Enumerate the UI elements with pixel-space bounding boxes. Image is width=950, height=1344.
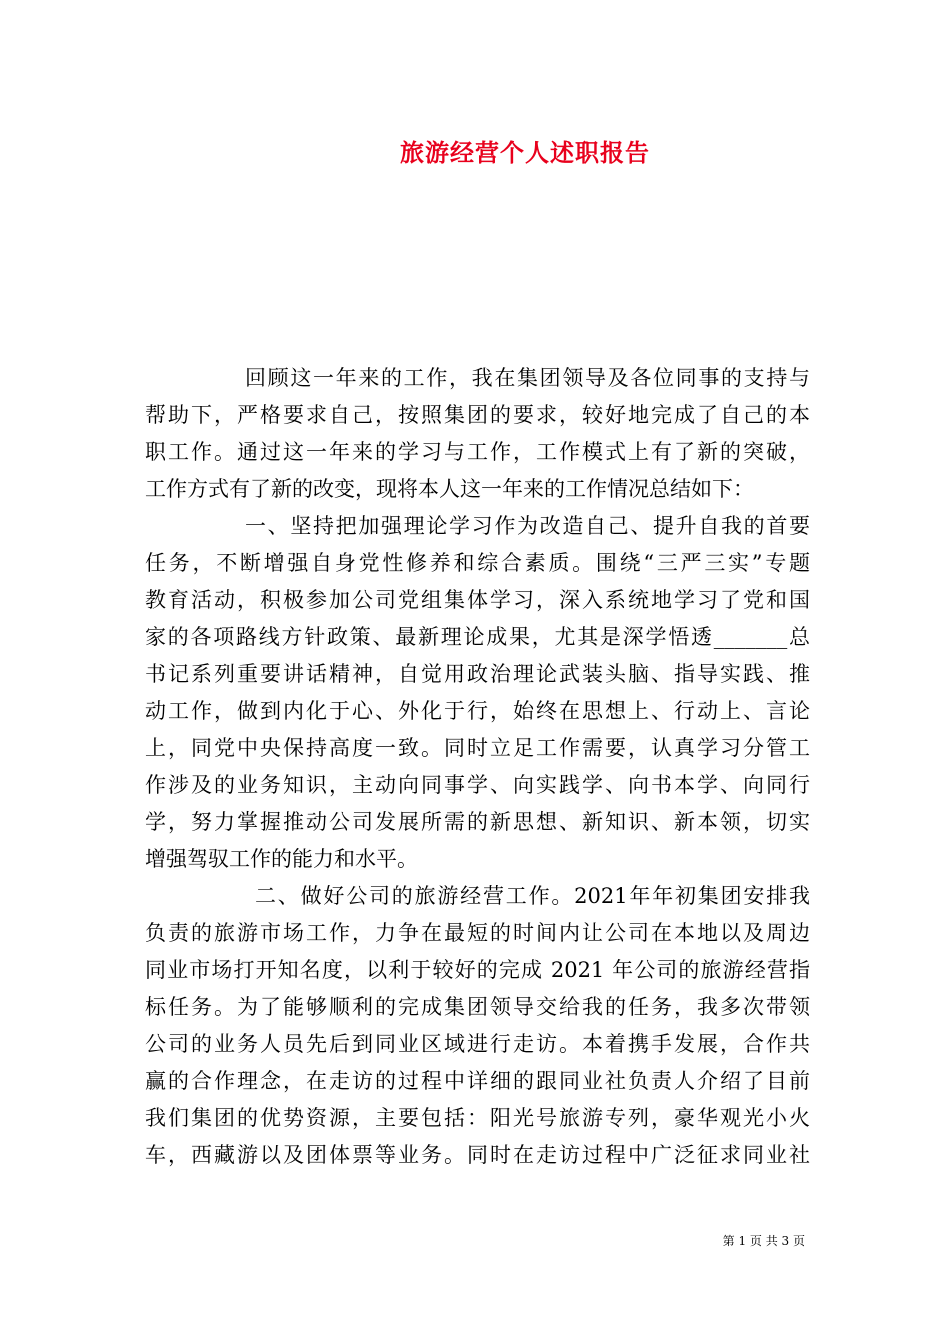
text-line: 任务，不断增强自身党性修养和综合素质。围绕“三严三实”专题 [145,551,810,575]
text-line: 作涉及的业务知识，主动向同事学、向实践学、向书本学、向同行 [145,773,810,797]
text-line: 同业市场打开知名度，以利于较好的完成 2021 年公司的旅游经营指 [145,958,810,982]
text-line: 标任务。为了能够顺利的完成集团领导交给我的任务，我多次带领 [145,995,810,1019]
text-line: 二、做好公司的旅游经营工作。2021年年初集团安排我 [255,884,810,908]
text-line: 动工作，做到内化于心、外化于行，始终在思想上、行动上、言论 [145,699,810,723]
text-line: 车，西藏游以及团体票等业务。同时在走访过程中广泛征求同业社 [145,1143,810,1167]
text-line: 职工作。通过这一年来的学习与工作，工作模式上有了新的突破， [145,440,810,464]
text-line: 负责的旅游市场工作，力争在最短的时间内让公司在本地以及周边 [145,921,810,945]
text-line: 一、坚持把加强理论学习作为改造自己、提升自我的首要 [245,514,810,538]
text-line: 赢的合作理念，在走访的过程中详细的跟同业社负责人介绍了目前 [145,1069,810,1093]
text-line: 教育活动，积极参加公司党组集体学习，深入系统地学习了党和国 [145,588,810,612]
text-line: 我们集团的优势资源，主要包括：阳光号旅游专列，豪华观光小火 [145,1106,810,1130]
text-line: 公司的业务人员先后到同业区域进行走访。本着携手发展，合作共 [145,1032,810,1056]
text-line: 工作方式有了新的改变，现将本人这一年来的工作情况总结如下： [145,477,754,501]
page-footer: 第 1 页 共 3 页 [722,1234,805,1248]
text-line: 学，努力掌握推动公司发展所需的新思想、新知识、新本领，切实 [145,810,810,834]
document-title: 旅游经营个人述职报告 [400,138,650,167]
document-body [145,360,810,1174]
text-line: 回顾这一年来的工作，我在集团领导及各位同事的支持与 [245,366,810,390]
text-line: 帮助下，严格要求自己，按照集团的要求，较好地完成了自己的本 [145,403,810,427]
text-line: 书记系列重要讲话精神，自觉用政治理论武装头脑、指导实践、推 [145,662,810,686]
text-line: 上，同党中央保持高度一致。同时立足工作需要，认真学习分管工 [145,736,810,760]
text-line: 增强驾驭工作的能力和水平。 [145,847,418,871]
text-line: 家的各项路线方针政策、最新理论成果，尤其是深学悟透_______总 [145,625,810,649]
